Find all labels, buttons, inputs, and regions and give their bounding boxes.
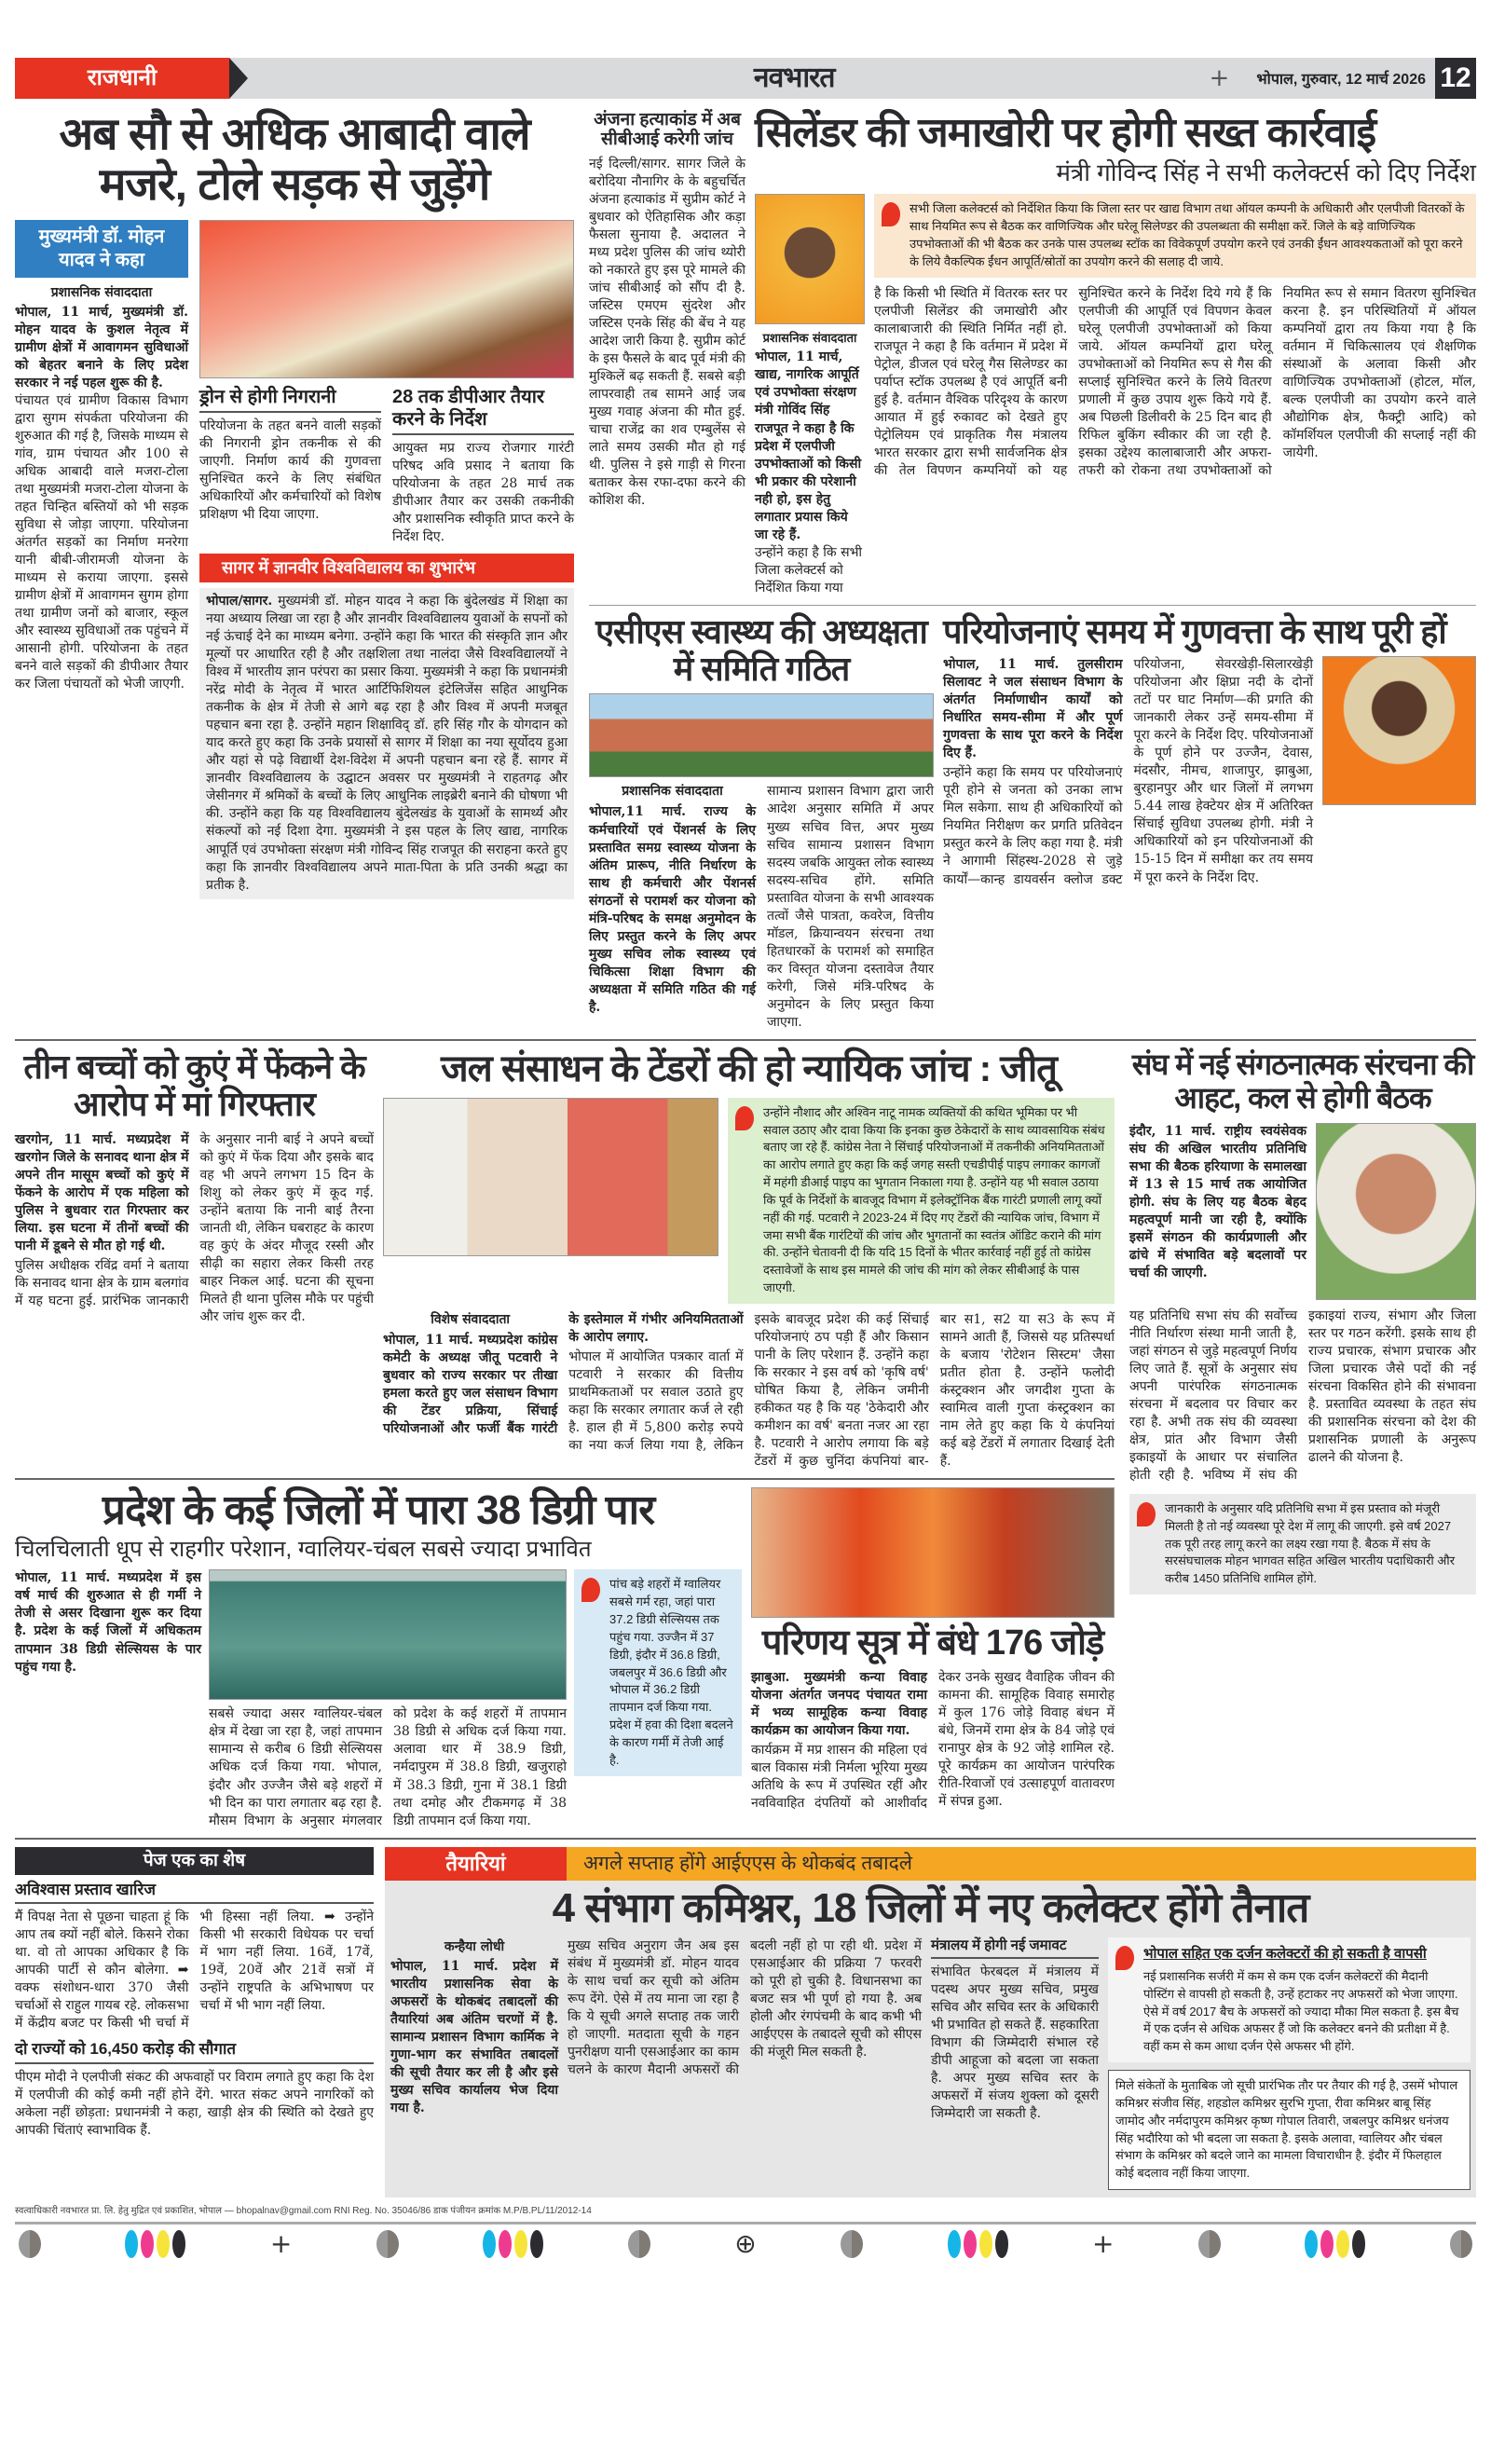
gray-mark-icon	[841, 2230, 863, 2258]
article-wedding	[751, 1487, 1115, 1813]
cmyk-mark-icon	[125, 2230, 185, 2258]
ias-columns	[385, 1937, 1476, 2190]
cylinder-main	[874, 194, 1476, 480]
anjana-body: नई दिल्ली/सागर. सागर जिले के बरोदिया नौनागिर के के बहुचर्चित अंजना हत्याकांड में सुप्रीम कोर्ट ने बुधवार को ऐतिहासिक और कड़ा फैसला सुनाया है. अदालत ने मध्य प्रदेश पुलिस की जांच थ्योरी को नकारते हुए इस पूरे मामले की जांच सीबीआई को सौंप दी है. जस्टिस एमएम सुंदरेश और जस्टिस एनके सिंह की बेंच ने यह आदेश जारी किया है. सुप्रीम कोर्ट के इस फैसले के बाद पूर्व मंत्री की मुश्किलें बढ़ सकती हैं. सबसे बड़ी लापरवाही तब सामने आई जब मुख्य गवाह अंजना की मौत हुई. चाचा राजेंद्र का शव एम्बुलेंस से लाते समय उसकी मौत हो गई थी. पुलिस ने इसे गाड़ी से गिरना बताकर केस रफा-दफा करने की कोशिश की.	[589, 156, 746, 509]
photo-minister-silawat	[1322, 656, 1476, 805]
section-label: राजधानी	[15, 58, 229, 99]
headline-mother-arrested: तीन बच्चों को कुएं में फेंकने के आरोप में मां गिरफ्तार	[23, 1047, 365, 1124]
sangh-lead: इंदौर, 11 मार्च. राष्ट्रीय स्वयंसेवक संघ की अखिल भारतीय प्रतिनिधि सभा की बैठक हरियाणा के समालखा में 13 से 15 मार्च तक आयोजित होगी. संघ के लिए यह बैठक बेहद महत्वपूर्ण मानी जा रही है, क्योंकि इसमें संगठन की कार्यप्रणाली और ढांचे में संभावित बड़े बदलावों पर चर्चा की जाएगी.	[1129, 1123, 1306, 1280]
cmyk-mark-icon	[1305, 2230, 1365, 2258]
projects-columns	[943, 656, 1476, 888]
crosshair-icon: +	[1209, 64, 1230, 92]
divider	[15, 1838, 1476, 1840]
article-projects	[943, 613, 1476, 889]
sub-drone-title: ड्रोन से होगी निगरानी	[199, 386, 381, 413]
newspaper-page	[0, 58, 1491, 2258]
byline: प्रशासनिक संवाददाता	[50, 284, 153, 300]
ias-side	[1108, 1937, 1470, 2190]
sangh-top	[1129, 1123, 1476, 1300]
page-one-remainder	[15, 1847, 374, 2140]
two-states-title: दो राज्यों को 16,450 करोड़ की सौगात	[15, 2040, 374, 2063]
gray-mark-icon	[1198, 2230, 1221, 2258]
gray-mark-icon	[628, 2230, 650, 2258]
temperature-quote: पांच बड़े शहरों में ग्वालियर सबसे गर्म रहा, जहां पारा 37.2 डिग्री सेल्सियस तक पहुंच गया. उज्जैन में 37 डिग्री, इंदौर में 36.8 डिग्री, जबलपुर में 36.6 डिग्री और भोपाल में 36.2 डिग्री तापमान दर्ज किया गया. प्रदेश में हवा की दिशा बदलने के कारण गर्मी में तेजी आई है.	[574, 1569, 742, 1775]
cylinder-lead-2: उन्होंने कहा है कि सभी जिला कलेक्टर्स को निर्देशित किया गया	[755, 544, 863, 595]
headline-cylinder: सिलेंडर की जमाखोरी पर होगी सख्त कार्रवाई	[755, 110, 1376, 156]
headline-temperature: प्रदेश के कई जिलों में पारा 38 डिग्री पार	[102, 1487, 655, 1534]
crosshair-icon: +	[269, 2228, 293, 2260]
sangh-body: यह प्रतिनिधि सभा संघ की सर्वोच्च नीति निर्धारण संस्था मानी जाती है, जहां संगठन से जुड़े महत्वपूर्ण निर्णय लिए जाते हैं. सूत्रों के अनुसार संघ अपनी पारंपरिक संगठनात्मक संरचना में बदलाव पर विचार कर रहा है. अभी तक संघ की व्यवस्था क्षेत्र, प्रांत और विभाग जैसी इकाइयों के आधार पर संचालित होती रही है. भविष्य में संघ की इकाइयां राज्य, संभाग और जिला स्तर पर गठन करेंगी. इसके साथ ही राज्य प्रचारक, संभाग प्रचारक और जिला प्रचारक जैसे पदों की नई संरचना विकसित होने की संभावना है. प्रस्तावित व्यवस्था के तहत संघ की प्रशासनिक संरचना को देश की प्रशासनिक प्रणाली के अनुरूप ढालने की योजना है.	[1129, 1307, 1476, 1483]
row-middle	[15, 1048, 1476, 1830]
projects-body: उन्होंने कहा कि समय पर परियोजनाएं पूरी होने से जनता को उनका लाभ मिल सकेगा. साथ ही अधिकारियों को नियमित निरीक्षण कर प्रगति प्रतिवेदन प्रस्तुत करने के लिए कहा गया है. मंत्री ने आगामी सिंहस्थ-2028 से जुड़े कार्यों—कान्ह डायवर्सन क्लोज डक्ट परियोजना, सेवरखेड़ी-सिलारखेड़ी परियोजना और क्षिप्रा नदी के दोनों तटों पर घाट निर्माण—की प्रगति की जानकारी लेकर उन्हें समय-सीमा में पूरा करने के निर्देश दिए. परियोजनाओं के पूर्ण होने पर उज्जैन, देवास, मंदसौर, नीमच, शाजापुर, झाबुआ, बुरहानपुर और धार जिलों में लगभग 5.44 लाख हेक्टेयर क्षेत्र में अतिरिक्त सिंचाई सुविधा उपलब्ध होगी. मंत्री ने अधिकारियों को इन परियोजनाओं की 15-15 दिन में समीक्षा कर तय समय में पूरा करने के निर्देश दिए.	[943, 657, 1313, 887]
article-roads	[15, 110, 574, 899]
subhead-temperature: चिलचिलाती धूप से राहगीर परेशान, ग्वालियर-चंबल सबसे ज्यादा प्रभावित	[15, 1536, 592, 1562]
byline: प्रशासनिक संवाददाता	[622, 784, 723, 800]
roads-right-column	[199, 220, 574, 899]
divider	[15, 2222, 1476, 2224]
two-states-body: पीएम मोदी ने एलपीजी संकट की अफवाहों पर विराम लगाते हुए कहा कि देश में एलपीजी की कोई कमी नहीं होने देंगे. भारत संकट अपने नागरिकों को अकेला नहीं छोड़ता: प्रधानमंत्री ने कहा, खाड़ी क्षेत्र की स्थिति को देखते हुए आपकी चिंताएं स्वाभाविक हैं.	[15, 2069, 374, 2138]
article-water-tenders	[383, 1048, 1115, 1471]
sagar-body	[199, 588, 574, 899]
article-mother-arrested	[15, 1048, 374, 1326]
temperature-middle	[209, 1569, 567, 1829]
divider	[15, 1039, 1476, 1041]
temperature-lead: भोपाल, 11 मार्च. मध्यप्रदेश में इस वर्ष मार्च की शुरुआत से ही गर्मी ने तेजी से असर दिखाना शुरू कर दिया है. प्रदेश के कई जिलों में अधिकतम तापमान 38 डिग्री सेल्सियस के पार पहुंच गया है.	[15, 1570, 201, 1675]
photo-jitu-patwari	[383, 1098, 718, 1256]
byline: कन्हैया लोधी	[444, 1939, 505, 1955]
mother-arrested-text	[15, 1131, 374, 1326]
headline-wedding: परिणय सूत्र में बंधे 176 जोड़े	[761, 1623, 1104, 1663]
water-quote: उन्होंने नौशाद और अश्विन नाटू नामक व्यक्तियों की कथित भूमिका पर भी सवाल उठाए और दावा किया कि इनका कुछ ठेकेदारों के साथ व्यावसायिक संबंध बताए जा रहे हैं. कांग्रेस नेता ने सिंचाई परियोजनाओं में तकनीकी अनियमितताओं का आरोप लगाते हुए कहा कि कई जगह सस्ती एचडीपीई पाइप लगाकर कागजों में महंगी डीआई पाइप का भुगतान निकाला गया है. उन्होंने यह भी सवाल उठाया कि पूर्व के निर्देशों के बावजूद विभाग में इलेक्ट्रॉनिक बैंक गारंटी प्रणाली लागू क्यों नहीं की गई. पटवारी ने 2023-24 में दिए गए टेंडरों की न्यायिक जांच, विभाग में जमा सभी बैंक गारंटियों की जांच और भुगतानों का स्वतंत्र ऑडिट कराने की मांग की. उन्होंने चेतावनी दी कि यदि 15 दिनों के भीतर कार्रवाई नहीं हुई तो कांग्रेस दस्तावेजों के साथ इस मामले की जांच की मांग को लेकर सीबीआई के पास जाएगी.	[728, 1098, 1115, 1304]
cylinder-body: है कि किसी भी स्थिति में वितरक स्तर पर एलपीजी सिलेंडर की जमाखोरी और कालाबाजारी की स्थिति निर्मित नहीं हो. राजपूत ने कहा है कि वर्तमान में प्रदेश में पेट्रोल, डीजल एवं घरेलू गैस सिलेण्डर का पर्याप्त स्टॉक उपलब्ध है एवं आपूर्ति बनी हुई है. वर्तमान वैश्विक परिदृश्य के कारण आयात में हुई रुकावट को देखते हुए पेट्रोलियम एवं प्राकृतिक गैस मंत्रालय भारत सरकार द्वारा सभी सार्वजनिक क्षेत्र की तेल विपणन कम्पनियों को यह सुनिश्चित करने के निर्देश दिये गये हैं कि एलपीजी की आपूर्ति एवं विपणन केवल घरेलू एलपीजी उपभोक्ताओं को किया जाये. ऑयल कम्पनियों द्वारा घरेलू उपभोक्ताओं को नियमित रूप से गैस की सप्लाई सुनिश्चित करने के लिये वितरण प्रणाली में कुछ उपाय शुरू किये गये हैं. अब पिछली डिलीवरी के 25 दिन बाद ही रिफिल बुकिंग स्वीकार की जा रही है. इसका उद्देश्य कालाबाजारी और अफरा-तफरी को रोकना तथा उपभोक्ताओं को नियमित रूप से समान वितरण सुनिश्चित करना है. इन परिस्थितियों में ऑयल कम्पनियों द्वारा तय किया गया है कि वर्तमान में चिकित्सालय एवं शैक्षणिक संस्थाओं के अलावा किसी और वाणिज्यिक उपभोक्ताओं (होटल, मॉल, बल्क एलपीजी का उपयोग करने वाले औद्योगिक क्षेत्र, फैक्ट्री आदि) को कॉमर्शियल एलपीजी की सप्लाई नहीं की जायेगी.	[874, 285, 1476, 479]
projects-lead: भोपाल, 11 मार्च. तुलसीराम सिलावट ने जल संसाधन विभाग के अंतर्गत निर्माणाधीन कार्यों को निर्धारित समय-सीमा में और पूर्ण गुणवत्ता के साथ पूरा करने के निर्देश दिए हैं.	[943, 657, 1123, 761]
acs-lead: भोपाल,11 मार्च. राज्य के कर्मचारियों एवं पेंशनर्स के लिए प्रस्तावित समग्र स्वास्थ्य योजना के अंतिम प्रारूप, नीति निर्धारण के साथ ही कर्मचारी और पेंशनर्स संगठनों से परामर्श कर योजना को मंत्रि-परिषद के समक्ष अनुमोदन के लिए प्रस्तुत करने के लिए अपर मुख्य सचिव लोक स्वास्थ्य एवं चिकित्सा शिक्षा विभाग की अध्यक्षता में समिति गठित की गई है.	[589, 804, 756, 1015]
ias-lead	[390, 1937, 558, 2117]
page-number: 12	[1435, 58, 1476, 99]
headline-acs: एसीएस स्वास्थ्य की अध्यक्षता में समिति गठित	[595, 611, 927, 689]
gray-mark-icon	[19, 2230, 41, 2258]
byline: प्रशासनिक संवाददाता	[762, 332, 857, 347]
cmyk-mark-icon	[948, 2230, 1008, 2258]
row-top-right	[589, 110, 1476, 1032]
ias-ministry-title: मंत्रालय में होगी नई जमावट	[931, 1937, 1099, 1959]
sub-drone-body: परियोजना के तहत बनने वाली सड़कों की निगरानी ड्रोन तकनीक से की जाएगी. निर्माण कार्य की गुणवत्ता सुनिश्चित करने के लिए संबंधित अधिकारियों और कर्मचारियों को विशेष प्रशिक्षण भी दिया जाएगा.	[199, 418, 381, 522]
wedding-lead: झाबुआ. मुख्यमंत्री कन्या विवाह योजना अंतर्गत जनपद पंचायत रामा में भव्य सामूहिक कन्या विवाह कार्यक्रम का आयोजन किया गया.	[751, 1669, 927, 1738]
temperature-columns	[15, 1569, 742, 1829]
photo-chief-minister	[199, 220, 574, 378]
no-confidence-body: मैं विपक्ष नेता से पूछना चाहता हूं कि आप तब क्यों नहीं बोले. किसने रोका था. वो तो आपका अधिकार है कि आपकी पार्टी से कौन बोलेगा. ➡ वक्फ संशोधन-धारा 370 जैसी चर्चाओं से राहुल गायब रहे. लोकसभा में केंद्रीय बजट पर किसी भी चर्चा में भी हिस्सा नहीं लिया. ➡ उन्होंने किसी भी सरकारी विधेयक पर चर्चा में भाग नहीं लिया. 16वें, 17वें, 19वें, 20वें और 21वें सत्रों में उन्होंने राष्ट्रपति के अभिभाषण पर चर्चा में भी भाग नहीं लिया.	[15, 1909, 374, 2032]
mother-arrested-body: पुलिस अधीक्षक रविंद्र वर्मा ने बताया कि सनावद थाना क्षेत्र के ग्राम बलगांव में यह घटना हुई. प्रारंभिक जानकारी के अनुसार नानी बाई ने अपने बच्चों को कुएं में फेंक दिया और इसके बाद वह भी अपने लगभग 15 दिन के शिशु को लेकर कुएं में कूद गई. उन्होंने बताया कि नानी बाई तैरना जानती थी, लेकिन घबराहट के कारण वह कुएं के अंदर मौजूद रस्सी और सीढ़ी का सहारा लेकर किसी तरह बाहर निकल आई. घटना की सूचना मिलते ही थाना पुलिस मौके पर पहुंची और जांच शुरू कर दी.	[15, 1131, 374, 1324]
photo-minister-govind	[755, 194, 865, 324]
row-bottom	[15, 1847, 1476, 2198]
row-two	[15, 1048, 1115, 1471]
subhead-cylinder: मंत्री गोविन्द सिंह ने सभी कलेक्टर्स को दिए निर्देश	[1056, 158, 1476, 187]
acs-body: सामान्य प्रशासन विभाग द्वारा जारी आदेश अनुसार समिति में अपर मुख्य सचिव वित्त, अपर मुख्य सचिव सामान्य प्रशासन विभाग सदस्य जबकि आयुक्त लोक स्वास्थ्य सदस्य-सचिव होंगे. समिति प्रस्तावित योजना के सभी आवश्यक तत्वों जैसे पात्रता, कवरेज, वित्तीय मॉडल, क्रियान्वयन संरचना तथा हितधारकों के परामर्श को समाहित कर विस्तृत योजना दस्तावेज तैयार करेगी, जिसे मंत्रि-परिषद के अनुमोदन के लिए प्रस्तुत किया जाएगा.	[767, 784, 934, 1030]
gray-mark-icon	[376, 2230, 399, 2258]
article-acs	[589, 613, 934, 1032]
roads-subs	[199, 386, 574, 546]
kicker-box: मुख्यमंत्री डॉ. मोहन यादव ने कहा	[15, 220, 188, 278]
ias-quote	[1108, 1937, 1470, 2062]
row-top-right-upper	[589, 110, 1476, 597]
cylinder-lead-text: भोपाल, 11 मार्च, खाद्य, नागरिक आपूर्ति एवं उपभोक्ता संरक्षण मंत्री गोविंद सिंह राजपूत ने कहा है कि प्रदेश में एलपीजी उपभोक्ताओं को किसी भी प्रकार की परेशानी नही हो, इस हेतु लगातार प्रयास किये जा रहे हैं.	[755, 349, 862, 542]
row-three	[15, 1487, 1115, 1829]
page-one-remainder-header: पेज एक का शेष	[15, 1847, 374, 1875]
ias-banner	[385, 1847, 1476, 1881]
ias-tag: तैयारियां	[385, 1847, 567, 1881]
ias-quote-text: नई प्रशासनिक सर्जरी में कम से कम एक दर्जन कलेक्टरों की मैदानी पोस्टिंग से वापसी हो सकती है, उन्हें हटाकर नए अफसरों को भेजा जाएगा. ऐसे में वर्ष 2017 बैच के अफसरों को ज्यादा मौका मिल सकता है. इस बैच में एक दर्जन से अधिक अफसर हैं जो कि कलेक्टर बनने की प्रतीक्षा में है. वहीं कम से कम आधा दर्जन ऐसे अफसर भी होंगे.	[1143, 1968, 1459, 2054]
acs-text	[589, 783, 934, 1031]
article-temperature	[15, 1487, 742, 1829]
ias-body: मुख्य सचिव अनुराग जैन अब इस संबंध में मुख्यमंत्री डॉ. मोहन यादव के साथ चर्चा कर सूची को अंतिम रूप देंगे. ऐसे में तय माना जा रहा है कि ये सूची अगले सप्ताह तक जारी हो जाएगी. मतदाता सूची के गहन पुनरीक्षण यानी एसआईआर का काम चलने के कारण मैदानी अफसरों की बदली नहीं हो पा रही थी. प्रदेश में एसआईआर की प्रक्रिया 7 फरवरी को पूरी हो चुकी है. विधानसभा का बजट सत्र भी पूर्ण हो गया है. अब होली और रंगपंचमी के बाद कभी भी आईएएस के तबादले सूची को सीएस की मंजूरी मिल सकती है.	[568, 1938, 922, 2078]
divider	[589, 605, 1476, 606]
roads-left-column	[15, 220, 188, 694]
row-top-right-lower	[589, 613, 1476, 1032]
sagar-text: मुख्यमंत्री डॉ. मोहन यादव ने कहा कि बुंदेलखंड में शिक्षा का नया अध्याय लिखा जा रहा है और ज्ञानवीर विश्वविद्यालय युवाओं के सपनों को नई ऊंचाई देने का माध्यम बनेगा. उन्होंने कहा कि भारत की संस्कृति ज्ञान और मूल्यों पर आधारित रही है और तक्षशिला तथा नालंदा जैसे विश्वविद्यालयों ने विश्व में भारतीय ज्ञान परंपरा का प्रसार किया. मुख्यमंत्री ने कहा कि प्रधानमंत्री नरेंद्र मोदी के नेतृत्व में भारत आर्टिफिशियल इंटेलिजेंस सहित आधुनिक तकनीक के क्षेत्र में तेजी से आगे बढ़ रहा है और विश्व में अपनी मजबूत पहचान बना रहा है. उन्होंने महान शिक्षाविद् डॉ. हरि सिंह गौर के योगदान को याद करते हुए कहा कि उनके प्रयासों से सागर में शिक्षा का नया सूर्योदय हुआ और यहां से पढ़े विद्यार्थी देश-विदेश में अपनी पहचान बना रहे हैं. सागर में ज्ञानवीर विश्वविद्यालय के उद्घाटन अवसर पर मुख्यमंत्री ने राहतगढ़ और जेसीनगर में श्रमिकों के बच्चों के लिए आधुनिक लाइब्रेरी बनाने की घोषणा भी की. उन्होंने कहा कि यह विश्वविद्यालय बुंदेलखंड के युवाओं के सामर्थ्य और संकल्पों को नई दिशा देगा. मुख्यमंत्री ने इस पहल के लिए खाद्य, नागरिक आपूर्ति एवं उपभोक्ता संरक्षण मंत्री गोविन्द सिंह राजपूत की सराहना करते हुए कहा कि ज्ञानवीर विश्वविद्यालय अपने माता-पिता के प्रति उनकी श्रद्धा का प्रतीक है.	[206, 594, 568, 893]
headline-roads: अब सौ से अधिक आबादी वाले मजरे, टोले सड़क से जुड़ेंगे	[59, 110, 530, 210]
no-confidence-title: अविश्वास प्रस्ताव खारिज	[15, 1881, 374, 1904]
sagar-banner: सागर में ज्ञानवीर विश्वविद्यालय का शुभारंभ	[199, 554, 574, 582]
photo-mohan-bhagwat	[1316, 1123, 1476, 1300]
ias-box: मिले संकेतों के मुताबिक जो सूची प्रारंभिक तौर पर तैयार की गई है, उसमें भोपाल कमिश्नर संजीव सिंह, शहडोल कमिश्नर सुरभि गुप्ता, रीवा कमिश्नर बाबू सिंह जामोद और नर्मदापुरम कमिश्नर कृष्ण गोपाल तिवारी, जबलपुर कमिश्नर धनंजय सिंह भदौरिया को भी बदला जा सकता है. इसके अलावा, ग्वालियर और चंबल संभाग के कमिश्नर को बदले जाने का मामला विचाराधीन है. इंदौर में फिलहाल कोई बदलाव नहीं किया जाएगा.	[1108, 2070, 1470, 2190]
registration-marks	[15, 2230, 1476, 2258]
sub-dpr	[392, 386, 574, 546]
cmyk-mark-icon	[483, 2230, 543, 2258]
photo-mass-wedding	[751, 1487, 1115, 1618]
photo-building	[589, 693, 934, 777]
row-middle-left	[15, 1048, 1115, 1830]
sagar-dateline: भोपाल/सागर.	[206, 594, 273, 609]
cylinder-lead	[755, 194, 865, 596]
roads-lead: भोपाल, 11 मार्च, मुख्यमंत्री डॉ. मोहन यादव के कुशल नेतृत्व में ग्रामीण क्षेत्रों में आवागमन सुविधाओं को बेहतर बनाने के लिए प्रदेश सरकार ने नई पहल शुरू की है.	[15, 304, 188, 390]
sangh-quote: जानकारी के अनुसार यदि प्रतिनिधि सभा में इस प्रस्ताव को मंजूरी मिलती है तो नई व्यवस्था पूरे देश में लागू की जाएगी. इसे वर्ष 2027 तक पूरी तरह लागू करने का लक्ष्य रखा गया है. बैठक में संघ के सरसंघचालक मोहन भागवत सहित अखिल भारतीय पदाधिकारी और करीब 1450 प्रतिनिधि शामिल होंगे.	[1129, 1494, 1476, 1595]
wedding-text	[751, 1669, 1115, 1813]
water-lead: भोपाल, 11 मार्च. मध्यप्रदेश कांग्रेस कमेटी के अध्यक्ष जीतू पटवारी ने बुधवार को राज्य सरकार पर तीखा हमला करते हुए जल संसाधन विभाग की टेंडर प्रक्रिया, सिंचाई परियोजनाओं और फर्जी बैंक गारंटी के इस्तेमाल में गंभीर अनियमितताओं के आरोप लगाए.	[383, 1311, 744, 1437]
crosshair-icon: +	[1092, 2228, 1115, 2260]
article-anjana	[589, 110, 746, 510]
ias-section	[385, 1847, 1476, 2198]
photo-lake-birds	[209, 1569, 567, 1700]
arrow-icon	[229, 58, 248, 99]
roads-columns	[15, 220, 574, 899]
row-top	[15, 110, 1476, 1032]
ias-ministry	[931, 1937, 1099, 2123]
cylinder-quote: सभी जिला कलेक्टर्स को निर्देशित किया कि जिला स्तर पर खाद्य विभाग तथा ऑयल कम्पनी के अधिकारी और एलपीजी वितरकों के साथ नियमित रूप से बैठक कर वाणिज्यिक और घरेलू सिलेण्डर की उपलब्धता की समीक्षा करें. जिले के बड़े वाणिज्यिक उपभोक्ताओं की भी बैठक कर उनके पास उपलब्ध स्टॉक का विवेकपूर्ण उपयोग करने एवं उनकी ईंधन आवश्यकताओं को पूरा करने के लिये वैकल्पिक ईंधन आपूर्ति/स्रोतों का उपयोग करने की सलाह दी जाये.	[874, 194, 1476, 277]
headline-sangh: संघ में नई संगठनात्मक संरचना की आहट, कल से होगी बैठक	[1131, 1047, 1474, 1115]
byline: विशेष संवाददाता	[431, 1311, 511, 1327]
headline-projects: परियोजनाएं समय में गुणवत्ता के साथ पूरी हों	[943, 611, 1446, 650]
ias-ministry-body: संभावित फेरबदल में मंत्रालय में पदस्थ अपर मुख्य सचिव, प्रमुख सचिव और सचिव स्तर के अधिकारी भी प्रभावित हो सकते हैं. सहकारिता विभाग की जिम्मेदारी संभाल रहे डीपी आहूजा को बदला जा सकता है. अपर मुख्य सचिव स्तर के अफसरों में संजय शुक्ला को दूसरी जिम्मेदारी जा सकती है.	[931, 1964, 1099, 2122]
water-top	[383, 1098, 1115, 1304]
imprint: स्वत्वाधिकारी नवभारत प्रा. लि. हेतु मुद्रित एवं प्रकाशित, भोपाल — bhopalnav@gmail.com RNI Reg. No. 35046/86 डाक पंजीयन क्रमांक M.P/B.PL/11/2012-14	[15, 2206, 592, 2217]
headline-ias: 4 संभाग कमिश्नर, 18 जिलों में नए कलेक्टर होंगे तैनात	[552, 1884, 1309, 1931]
temperature-body: सबसे ज्यादा असर ग्वालियर-चंबल क्षेत्र में देखा जा रहा है, जहां तापमान सामान्य से करीब 6 डिग्री सेल्सियस अधिक दर्ज किया गया. भोपाल, इंदौर और उज्जैन जैसे बड़े शहरों में भी दिन का पारा लगातार बढ़ रहा है. मौसम विभाग के अनुसार मंगलवार को प्रदेश के कई शहरों में तापमान 38 डिग्री से अधिक दर्ज किया गया. अलावा धार में 38.9 डिग्री, नर्मदापुरम में 38.8 डिग्री, खजुराहो में 38.3 डिग्री, गुना में 38.1 डिग्री तथा दमोह और टीकमगढ़ में 38 डिग्री तापमान दर्ज किया गया.	[209, 1706, 567, 1828]
cylinder-columns	[755, 194, 1476, 596]
dateline: भोपाल, गुरुवार, 12 मार्च 2026	[1256, 72, 1426, 88]
ias-kicker: अगले सप्ताह होंगे आईएएस के थोकबंद तबादले	[567, 1847, 1476, 1881]
ias-lead-text: भोपाल, 11 मार्च. प्रदेश में भारतीय प्रशासनिक सेवा के अफसरों के थोकबंद तबादलों की तैयारियां अब अंतिम चरणों में है. सामान्य प्रशासन विभाग कार्मिक ने गुणा-भाग कर संभावित तबादलों की सूची तैयार कर ली है और इसे मुख्य सचिव कार्यालय भेज दिया गया है.	[390, 1959, 558, 2116]
water-text	[383, 1311, 1115, 1471]
wedding-body: कार्यक्रम में मप्र शासन की महिला एवं बाल विकास मंत्री निर्मला भूरिया मुख्य अतिथि के रूप में उपस्थित रहीं और नवविवाहित दंपतियों को आशीर्वाद देकर उनके सुखद वैवाहिक जीवन की कामना की. सामूहिक विवाह समारोह में कुल 176 जोड़े विवाह बंधन में बंधे, जिनमें रामा क्षेत्र के 84 जोड़े एवं रानापुर क्षेत्र के 92 जोड़े शामिल रहे. पूरे कार्यक्रम का आयोजन पारंपरिक रीति-रिवाजों एवं उत्साहपूर्ण वातावरण में संपन्न हुआ.	[751, 1669, 1115, 1811]
article-cylinder	[755, 110, 1476, 597]
sub-dpr-body: आयुक्त मप्र राज्य रोजगार गारंटी परिषद अवि प्रसाद ने बताया कि परियोजना के तहत 28 मार्च तक डीपीआर तैयार कर उसकी तकनीकी और प्रशासनिक स्वीकृति प्राप्त करने के निर्देश दिए.	[392, 440, 574, 544]
sub-dpr-title: 28 तक डीपीआर तैयार करने के निर्देश	[392, 386, 574, 435]
masthead	[15, 58, 1476, 99]
paper-name: नवभारत	[753, 62, 835, 94]
headline-water-tenders: जल संसाधन के टेंडरों की हो न्यायिक जांच : जीतू	[441, 1047, 1057, 1089]
mother-arrested-lead: खरगोन, 11 मार्च. मध्यप्रदेश में खरगोन जिले के सनावद थाना क्षेत्र में अपने तीन मासूम बच्चों को कुएं में फेंकने के आरोप में एक महिला को पुलिस ने बुधवार रात गिरफ्तार कर लिया. इस घटना में तीनों बच्चों की पानी में डूबने से मौत हो गई थी.	[15, 1131, 189, 1253]
projects-text	[943, 656, 1313, 888]
ias-quote-title: भोपाल सहित एक दर्जन कलेक्टरों की हो सकती है वापसी	[1143, 1946, 1427, 1963]
target-mark-icon: ⊕	[734, 2228, 757, 2260]
article-sangh	[1129, 1048, 1476, 1595]
roads-body: पंचायत एवं ग्रामीण विकास विभाग द्वारा सुगम संपर्कता परियोजना की शुरुआत की गई है, जिसके माध्यम से गांव, ग्राम पंचायत और 100 से अधिक आबादी वाले मजरा-टोला तथा मुख्यमंत्री मजरा-टोला योजना के तहत चिन्हित बस्तियों को भी सड़क सुविधा से जोड़ा जाएगा. परियोजना अंतर्गत सड़कों का निर्माण मनरेगा यानी बीबी-जीरामजी योजना के माध्यम से कराया जाएगा. इससे ग्रामीण क्षेत्रों में आवागमन सुगम होगा तथा ग्रामीण जनों को बाजार, स्कूल और स्वास्थ्य सुविधाओं तक पहुंचने में आसानी होगी. परियोजना के तहत बनने वाले सड़कों की डीपीआर तैयार कर जिला पंचायतों को भेजी जाएगी.	[15, 392, 188, 692]
headline-anjana: अंजना हत्याकांड में अब सीबीआई करेगी जांच	[594, 110, 741, 150]
water-body: भोपाल में आयोजित पत्रकार वार्ता में पटवारी ने सरकार की वित्तीय प्राथमिकताओं पर सवाल उठाते हुए कहा कि सरकार लगातार कर्ज ले रही है. हाल ही में 5,800 करोड़ रुपये का नया कर्ज लिया गया है, लेकिन इसके बावजूद प्रदेश की कई सिंचाई परियोजनाएं ठप पड़ी हैं और किसान पानी के लिए परेशान हैं. उन्होंने कहा कि सरकार ने इस वर्ष को 'कृषि वर्ष' घोषित किया है, लेकिन जमीनी हकीकत यह है कि यह 'ठेकेदारी और कमीशन का वर्ष' बनता नजर आ रहा है. पटवारी ने आरोप लगाया कि बड़े टेंडरों में कुछ चुनिंदा कंपनियां बार-बार स1, स2 या स3 के रूप में सामने आती हैं, जिससे यह प्रतिस्पर्धा के बजाय 'रोटेशन सिस्टम' जैसा प्रतीत होता है. उन्होंने फलोदी कंस्ट्रक्शन और जगदीश गुप्ता के स्वामित्व वाली गुप्ता कंस्ट्रक्शन का नाम लेते हुए कहा कि ये कंपनियां कई बड़े टेंडरों में लगातार दिखाई देती हैं.	[568, 1311, 1115, 1470]
sub-drone	[199, 386, 381, 524]
gray-mark-icon	[1450, 2230, 1472, 2258]
divider	[15, 1478, 1115, 1480]
